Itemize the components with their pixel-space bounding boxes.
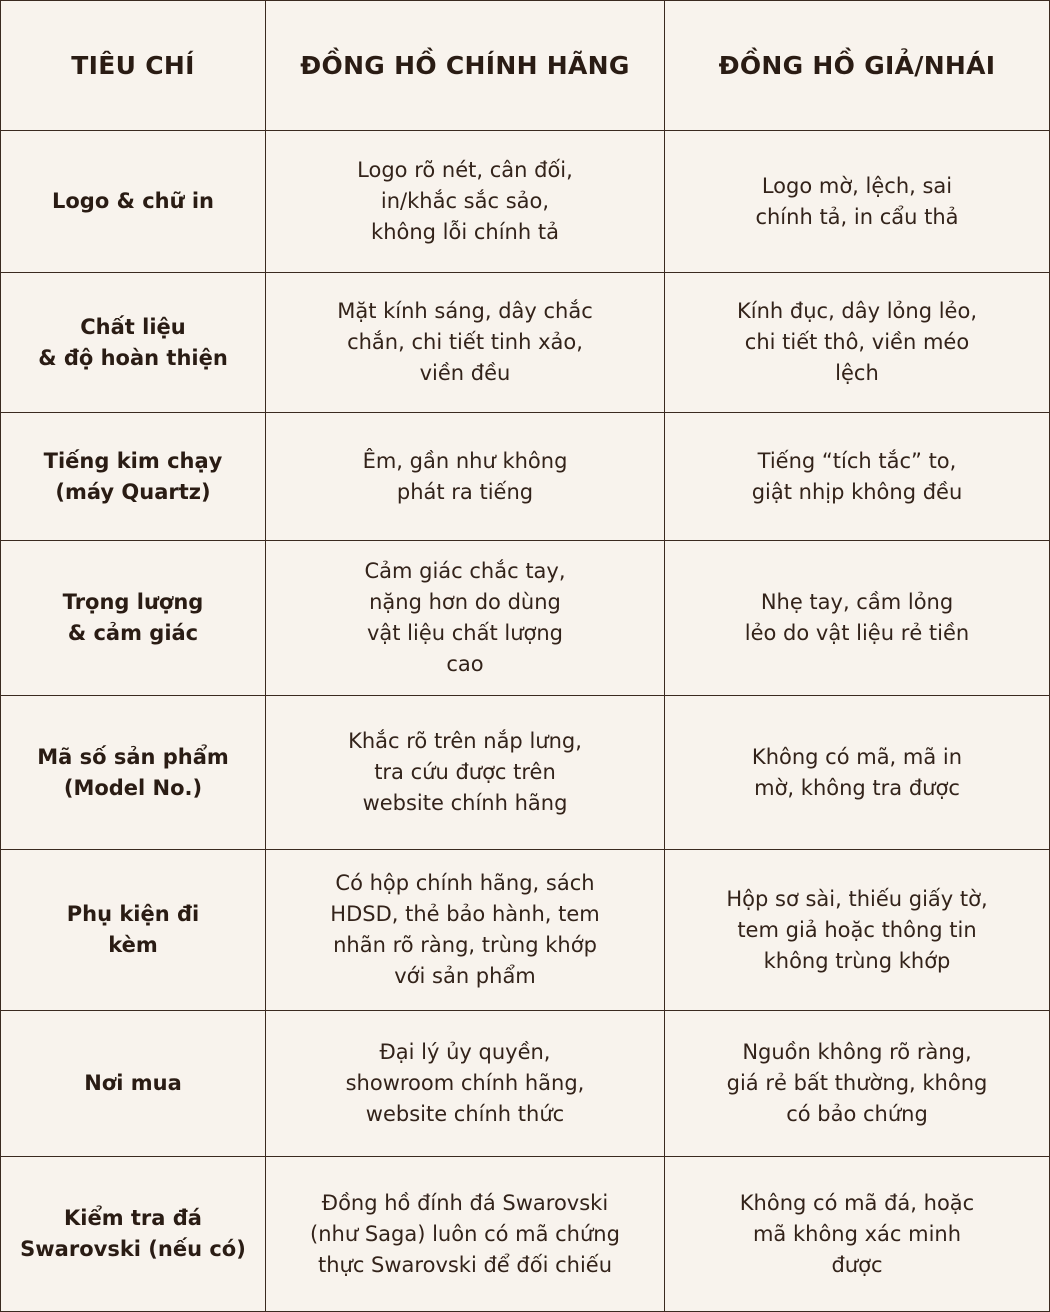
table-row [1, 413, 1050, 541]
fake-cell: Không có mã, mã in mờ, không tra được [665, 696, 1050, 850]
fake-cell: Không có mã đá, hoặc mã không xác minh được [665, 1157, 1050, 1312]
table-row [1, 1011, 1050, 1157]
table-row [1, 131, 1050, 273]
criteria-cell: Mã số sản phẩm (Model No.) [1, 696, 266, 850]
criteria-cell: Kiểm tra đá Swarovski (nếu có) [1, 1157, 266, 1312]
genuine-cell: Cảm giác chắc tay, nặng hơn do dùng vật liệu chất lượng cao [266, 541, 665, 696]
criteria-cell: Phụ kiện đi kèm [1, 850, 266, 1011]
fake-cell: Kính đục, dây lỏng lẻo, chi tiết thô, viền méo lệch [665, 273, 1050, 413]
criteria-cell: Trọng lượng & cảm giác [1, 541, 266, 696]
genuine-cell: Đại lý ủy quyền, showroom chính hãng, website chính thức [266, 1011, 665, 1157]
fake-cell: Tiếng “tích tắc” to, giật nhịp không đều [665, 413, 1050, 541]
fake-cell: Logo mờ, lệch, sai chính tả, in cẩu thả [665, 131, 1050, 273]
genuine-cell: Êm, gần như không phát ra tiếng [266, 413, 665, 541]
genuine-cell: Khắc rõ trên nắp lưng, tra cứu được trên website chính hãng [266, 696, 665, 850]
genuine-cell: Có hộp chính hãng, sách HDSD, thẻ bảo hành, tem nhãn rõ ràng, trùng khớp với sản phẩm [266, 850, 665, 1011]
genuine-cell: Logo rõ nét, cân đối, in/khắc sắc sảo, không lỗi chính tả [266, 131, 665, 273]
header-criteria: TIÊU CHÍ [1, 1, 266, 131]
table-row [1, 850, 1050, 1011]
criteria-cell: Tiếng kim chạy (máy Quartz) [1, 413, 266, 541]
header-fake: ĐỒNG HỒ GIẢ/NHÁI [665, 1, 1050, 131]
table-row [1, 1157, 1050, 1312]
criteria-cell: Chất liệu & độ hoàn thiện [1, 273, 266, 413]
criteria-cell: Nơi mua [1, 1011, 266, 1157]
fake-cell: Nguồn không rõ ràng, giá rẻ bất thường, không có bảo chứng [665, 1011, 1050, 1157]
fake-cell: Hộp sơ sài, thiếu giấy tờ, tem giả hoặc thông tin không trùng khớp [665, 850, 1050, 1011]
header-row [1, 1, 1050, 131]
fake-cell: Nhẹ tay, cầm lỏng lẻo do vật liệu rẻ tiền [665, 541, 1050, 696]
table-row [1, 541, 1050, 696]
table-row [1, 696, 1050, 850]
genuine-cell: Mặt kính sáng, dây chắc chắn, chi tiết tinh xảo, viền đều [266, 273, 665, 413]
genuine-cell: Đồng hồ đính đá Swarovski (như Saga) luôn có mã chứng thực Swarovski để đối chiếu [266, 1157, 665, 1312]
criteria-cell: Logo & chữ in [1, 131, 266, 273]
header-genuine: ĐỒNG HỒ CHÍNH HÃNG [266, 1, 665, 131]
table-row [1, 273, 1050, 413]
